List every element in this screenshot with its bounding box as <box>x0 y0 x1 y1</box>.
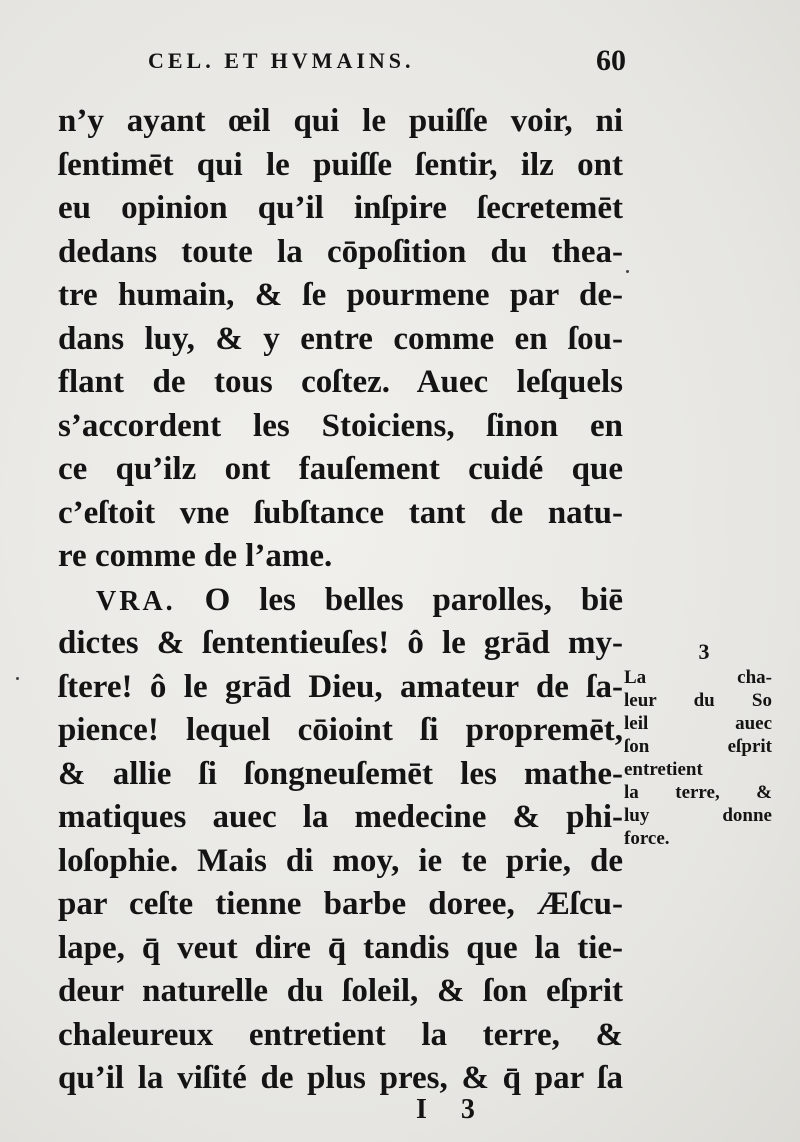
paragraph-opening-line <box>58 579 623 623</box>
text-line: loſophie. Mais di moy, ie te prie, de <box>58 842 623 879</box>
text-line-rest: O les belles parolles, biē <box>204 581 623 618</box>
text-line: & allie ſi ſongneuſemēt les mathe- <box>58 755 623 792</box>
text-line: ſentimēt qui le puiſſe ſentir, ilz ont <box>58 146 623 183</box>
text-line: re comme de l’ame. <box>58 538 333 574</box>
text-line: matiques auec la medecine & phi- <box>58 799 623 835</box>
text-line: n’y ayant œil qui le puiſſe voir, ni <box>58 103 623 139</box>
running-title: CEL. ET HVMAINS. <box>148 48 415 73</box>
marginal-line: la terre, & <box>624 782 772 803</box>
page-number: 60 <box>596 44 626 77</box>
main-text-block <box>58 100 623 1101</box>
speaker-name: VRA. <box>96 585 176 617</box>
text-line: qu’il la viſité de plus pres, & q̄ par ſa <box>58 1060 623 1096</box>
text-line: lape, q̄ veut dire q̄ tandis que la tie- <box>58 929 623 966</box>
page-header <box>140 44 640 84</box>
text-line: s’accordent les Stoiciens, ſinon en <box>58 407 623 444</box>
marginal-line: leur du So <box>624 690 772 711</box>
text-line: c’eſtoit vne ſubſtance tant de natu- <box>58 494 623 531</box>
text-line: dictes & ſententieuſes! ô le grād my- <box>58 625 623 661</box>
text-line: chaleureux entretient la terre, & <box>58 1016 623 1053</box>
marginal-note <box>624 640 774 850</box>
ink-speck <box>16 677 19 680</box>
signature-mark <box>416 1094 509 1126</box>
text-line: eu opinion qu’il inſpire ſecretemēt <box>58 190 623 226</box>
marginal-line: luy donne <box>624 805 772 826</box>
text-line: par ceſte tienne barbe doree, Æſcu- <box>58 886 623 922</box>
text-line: tre humain, & ſe pourmene par de- <box>58 277 623 313</box>
marginal-note-number: 3 <box>698 639 710 664</box>
marginal-line: La cha- <box>624 667 772 688</box>
text-line: flant de tous coſtez. Auec leſquels <box>58 364 623 400</box>
text-line: pience! lequel cōioint ſi propremēt, <box>58 712 623 748</box>
marginal-line: ſon eſprit <box>624 736 772 757</box>
text-line: dans luy, & y entre comme en ſou- <box>58 320 623 357</box>
ink-speck <box>626 270 629 273</box>
text-line: deur naturelle du ſoleil, & ſon eſprit <box>58 973 623 1009</box>
text-line: ce qu’ilz ont fauſement cuidé que <box>58 451 623 487</box>
text-line: dedans toute la cōpoſition du thea- <box>58 233 623 270</box>
signature-number: 3 <box>460 1094 475 1125</box>
marginal-line: force. <box>624 828 670 849</box>
marginal-line: leil auec <box>624 713 772 734</box>
marginal-line: entretient <box>624 759 703 780</box>
signature-letter: I <box>416 1094 427 1125</box>
text-line: ſtere! ô le grād Dieu, amateur de ſa- <box>58 668 623 705</box>
